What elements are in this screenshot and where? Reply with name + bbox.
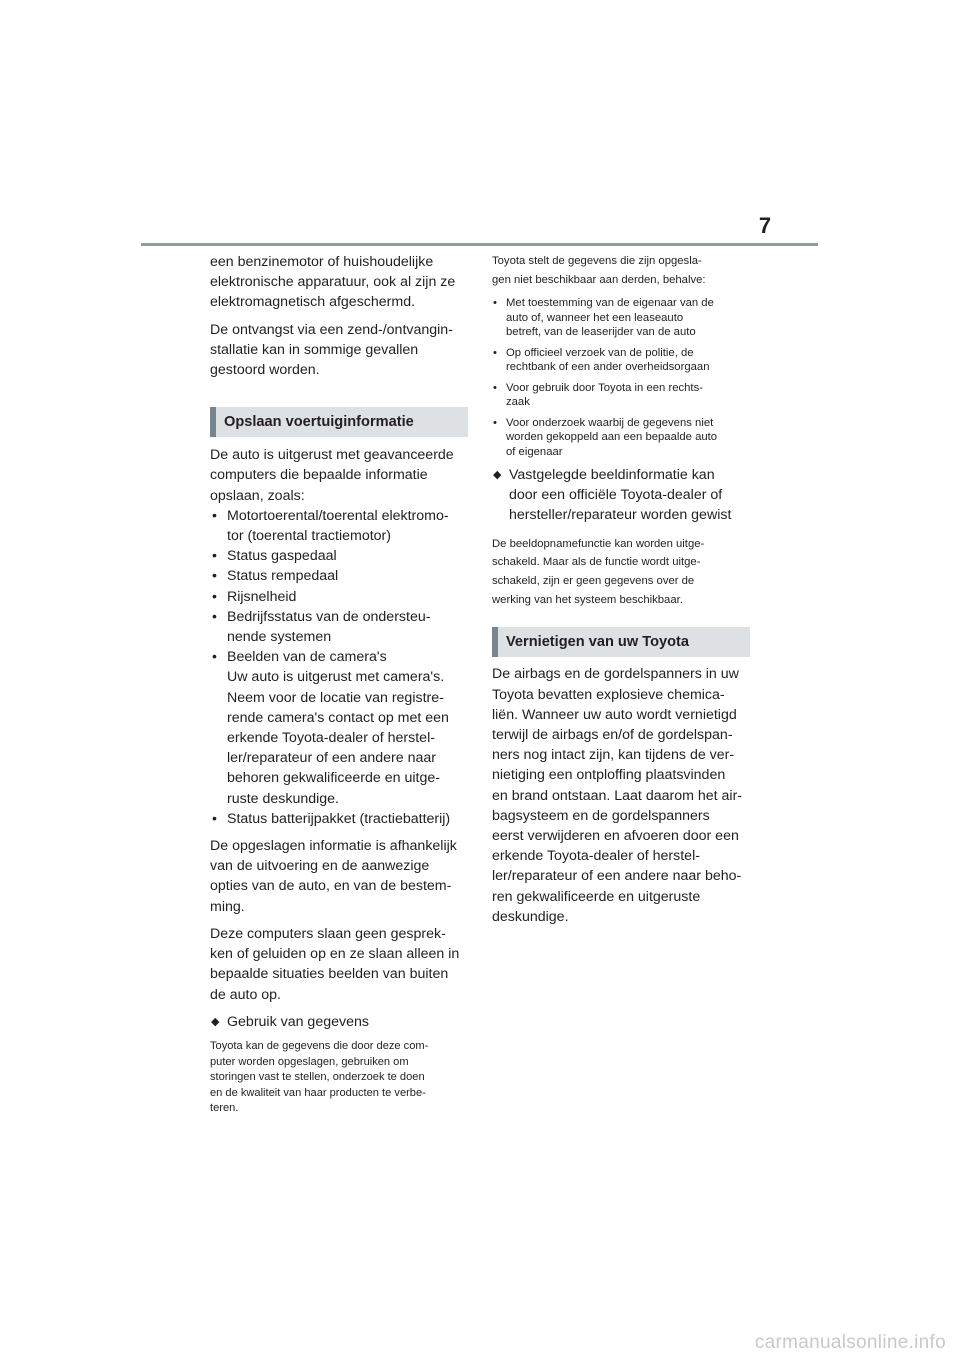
dependency-paragraph: De opgeslagen informatie is afhankelijk van de uitvoering en de aanwezige opties van de auto, en van de bestem- ming. xyxy=(210,838,457,915)
usage-paragraph: Toyota kan de gegevens die door deze com- puter worden opgeslagen, gebruiken om storingen vast te stellen, onderzoek te doen en de kwaliteit van haar producten te verbe- teren. xyxy=(210,1039,429,1115)
list-item: • Motortoerental/toerental elektromo- tor (toerental tractiemotor) xyxy=(212,507,449,545)
usage-subheading: ◆ Gebruik van gegevens xyxy=(210,1012,470,1032)
right-column xyxy=(492,252,754,927)
list-item: • Voor gebruik door Toyota in een rechts- zaak xyxy=(493,381,703,408)
list-item: • Met toestemming van de eigenaar van de auto of, wanneer het een leaseauto betreft, van de leaserijder van de auto xyxy=(493,297,714,338)
share-intro-paragraph: Toyota stelt de gegevens die zijn opgesla- gen niet beschikbaar aan derden, behalve: xyxy=(492,255,706,286)
page-number: 7 xyxy=(758,213,772,238)
list-item: • Rijsnelheid xyxy=(212,588,297,605)
header-rule xyxy=(141,243,818,246)
share-list xyxy=(492,296,754,459)
list-item: • Beelden van de camera's Uw auto is uitgerust met camera's. Neem voor de locatie van registre- rende camera's contact op met een erkende Toyota-dealer of herstel- ler/reparateur of een andere naar behoren gekwalificeerde en uitge- ruste deskundige. xyxy=(212,649,449,807)
list-item: • Voor onderzoek waarbij de gegevens niet worden gekoppeld aan een bepaalde auto of eigenaar xyxy=(493,416,718,458)
section-heading-destroy: Vernietigen van uw Toyota xyxy=(492,627,750,657)
storage-list xyxy=(210,506,470,829)
list-item: • Status batterijpakket (tractiebatterij) xyxy=(212,810,451,827)
list-item: • Op officieel verzoek van de politie, de rechtbank of een ander overheidsorgaan xyxy=(493,346,710,373)
list-item: • Bedrijfsstatus van de ondersteu- nende systemen xyxy=(212,608,431,646)
list-item: • Status gaspedaal xyxy=(212,548,337,565)
image-info-subheading: ◆ Vastgelegde beeldinformatie kan door een officiële Toyota-dealer of hersteller/reparateur worden gewist xyxy=(493,467,732,524)
section-heading-storage: Opslaan voertuiginformatie xyxy=(210,407,468,437)
no-audio-paragraph: Deze computers slaan geen gesprek- ken of geluiden op en ze slaan alleen in bepaalde situaties beelden van buiten de auto op. xyxy=(210,925,460,1003)
diamond-bullet-icon: ◆ xyxy=(211,1015,220,1028)
destroy-paragraph: De airbags en de gordelspanners in uw Toyota bevatten explosieve chemica- liën. Wanneer uw auto wordt vernietigd terwijl de airbags en/of de gordelspan- ners nog intact zijn, kan tijdens de ver- nietiging een ontploffing plaatsvinden en brand ontstaan. Laat daarom het air- bagsysteem en de gordelspanners eerst verwijderen en afvoeren door een erkende Toyota-dealer of herstel- ler/reparateur of een andere naar beho- ren gekwalificeerde en uitgeruste deskundige. xyxy=(492,666,743,925)
left-column xyxy=(210,252,470,1117)
intro-paragraph: een benzinemotor of huishoudelijke elektronische apparatuur, ook al zijn ze elektromagnetisch afgeschermd. xyxy=(210,254,456,311)
list-item: • Status rempedaal xyxy=(212,568,339,585)
storage-intro-paragraph: De auto is uitgerust met geavanceerde computers die bepaalde informatie opslaan, zoals: xyxy=(210,447,454,504)
watermark: carmanualsonline.info xyxy=(754,1332,946,1353)
image-info-paragraph: De beeldopnamefunctie kan worden uitge- schakeld. Maar als de functie wordt uitge- schakeld, zijn er geen gegevens over de werking van het systeem beschikbaar. xyxy=(492,537,705,606)
reception-paragraph: De ontvangst via een zend-/ontvangin- stallatie kan in sommige gevallen gestoord worden. xyxy=(210,321,453,379)
diamond-bullet-icon: ◆ xyxy=(493,469,502,481)
